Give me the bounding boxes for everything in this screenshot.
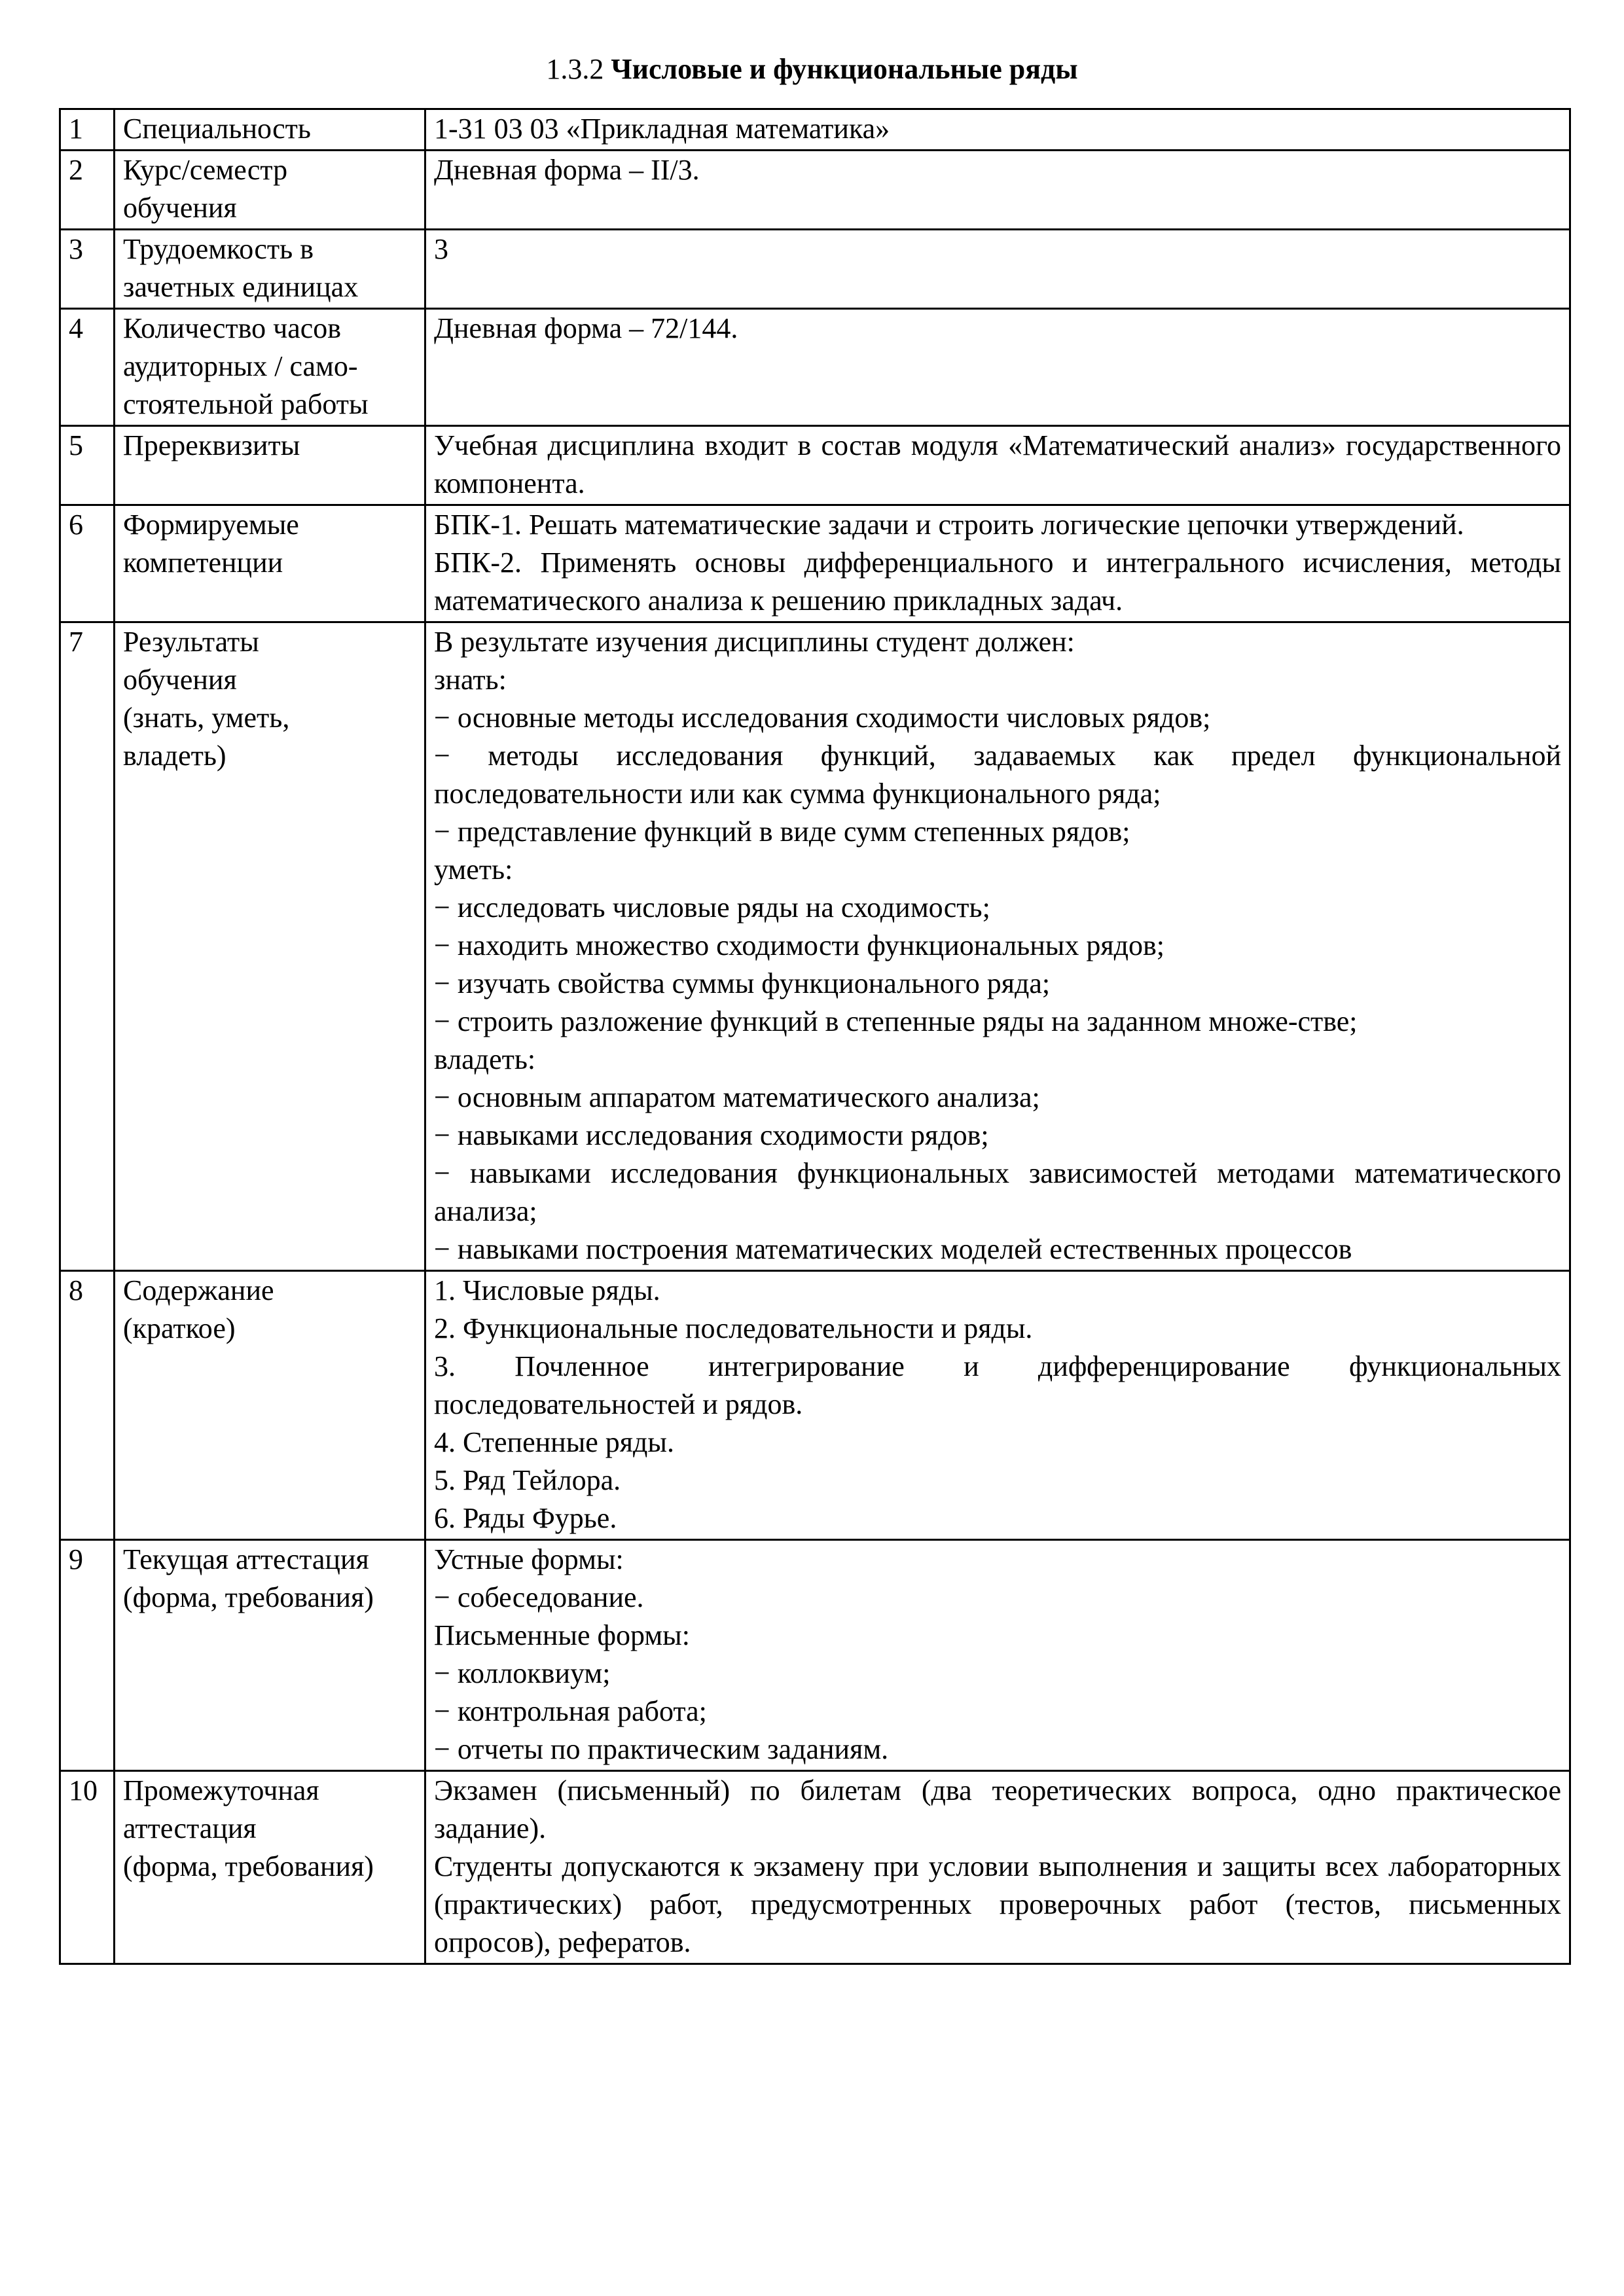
row-value-line: − основные методы исследования сходимости числовых рядов; xyxy=(434,702,1211,734)
row-value-line: − представление функций в виде сумм степенных рядов; xyxy=(434,816,1130,848)
section-number: 1.3.2 xyxy=(546,53,604,85)
row-label xyxy=(115,1271,425,1540)
row-value-line: Письменные формы: xyxy=(434,1619,690,1651)
row-value xyxy=(425,230,1570,309)
row-value-line: − методы исследования функций, задаваемых как предел функциональной последовательности или как сумма функционального ряда; xyxy=(434,740,1561,810)
row-number: 4 xyxy=(60,309,115,426)
row-number: 8 xyxy=(60,1271,115,1540)
row-label-line: Формируемые xyxy=(123,509,299,541)
row-value-line: 3 xyxy=(434,233,448,265)
row-label-line: (краткое) xyxy=(123,1312,236,1344)
row-number: 10 xyxy=(60,1771,115,1964)
row-value-line: Студенты допускаются к экзамену при условии выполнения и защиты всех лабораторных (практических) работ, предусмотренных проверочных работ (тестов, письменных опросов), рефератов. xyxy=(434,1850,1561,1958)
row-label-line: Трудоемкость в xyxy=(123,233,314,265)
row-value xyxy=(425,109,1570,151)
row-label xyxy=(115,1771,425,1964)
row-label-line: (форма, требования) xyxy=(123,1850,374,1882)
row-label xyxy=(115,426,425,505)
row-value-line: 5. Ряд Тейлора. xyxy=(434,1464,621,1496)
row-label xyxy=(115,1540,425,1771)
row-number: 3 xyxy=(60,230,115,309)
row-value-line: владеть: xyxy=(434,1043,536,1075)
row-label-line: (знать, уметь, xyxy=(123,702,290,734)
section-title: Числовые и функциональные ряды xyxy=(611,53,1078,85)
row-label-line: Пререквизиты xyxy=(123,429,300,461)
row-value-line: − находить множество сходимости функциональных рядов; xyxy=(434,929,1164,961)
discipline-spec-table xyxy=(59,108,1571,1965)
row-label xyxy=(115,505,425,622)
row-value-line: − изучать свойства суммы функционального ряда; xyxy=(434,967,1051,999)
row-value-line: − навыками исследования функциональных зависимостей методами математического анализа; xyxy=(434,1157,1561,1227)
row-label-line: Специальность xyxy=(123,113,311,145)
row-number: 5 xyxy=(60,426,115,505)
row-value-line: − навыками исследования сходимости рядов; xyxy=(434,1119,989,1151)
row-label-line: аудиторных / само- xyxy=(123,350,358,382)
table-row xyxy=(60,426,1570,505)
row-label-line: зачетных единицах xyxy=(123,271,359,303)
row-label xyxy=(115,109,425,151)
table-row xyxy=(60,309,1570,426)
row-value-line: Экзамен (письменный) по билетам (два теоретических вопроса, одно практическое задание). xyxy=(434,1774,1561,1844)
row-value-line: − отчеты по практическим заданиям. xyxy=(434,1733,889,1765)
row-value xyxy=(425,426,1570,505)
row-value-line: − коллоквиум; xyxy=(434,1657,611,1689)
row-label-line: Результаты xyxy=(123,626,259,658)
row-label-line: компетенции xyxy=(123,547,283,579)
row-value-line: БПК-1. Решать математические задачи и строить логические цепочки утверждений. xyxy=(434,509,1464,541)
row-label xyxy=(115,309,425,426)
row-value-line: В результате изучения дисциплины студент должен: xyxy=(434,626,1075,658)
row-value-line: Дневная форма – II/3. xyxy=(434,154,700,186)
row-value-line: − основным аппаратом математического анализа; xyxy=(434,1081,1040,1113)
row-label xyxy=(115,622,425,1271)
row-number: 7 xyxy=(60,622,115,1271)
row-label-line: Промежуточная xyxy=(123,1774,319,1806)
row-label-line: Текущая аттестация xyxy=(123,1543,369,1575)
row-label-line: Содержание xyxy=(123,1274,274,1306)
row-value xyxy=(425,622,1570,1271)
row-number: 6 xyxy=(60,505,115,622)
row-number: 2 xyxy=(60,151,115,230)
row-value-line: 3. Почленное интегрирование и дифференцирование функциональных последовательностей и рядов. xyxy=(434,1350,1561,1420)
table-row xyxy=(60,622,1570,1271)
row-number: 1 xyxy=(60,109,115,151)
section-heading xyxy=(0,51,1624,88)
row-label-line: Курс/семестр xyxy=(123,154,288,186)
spec-table-body xyxy=(60,109,1570,1964)
table-row xyxy=(60,505,1570,622)
row-value-line: БПК-2. Применять основы дифференциального и интегрального исчисления, методы математического анализа к решению прикладных задач. xyxy=(434,547,1561,617)
table-row xyxy=(60,230,1570,309)
row-label-line: обучения xyxy=(123,664,237,696)
row-label-line: владеть) xyxy=(123,740,226,772)
row-value-line: − навыками построения математических моделей естественных процессов xyxy=(434,1233,1352,1265)
row-value-line: Учебная дисциплина входит в состав модуля «Математический анализ» государственного компонента. xyxy=(434,429,1561,499)
row-number: 9 xyxy=(60,1540,115,1771)
row-value xyxy=(425,1771,1570,1964)
table-row xyxy=(60,109,1570,151)
row-label-line: (форма, требования) xyxy=(123,1581,374,1613)
row-value-line: знать: xyxy=(434,664,507,696)
row-value xyxy=(425,151,1570,230)
row-label-line: аттестация xyxy=(123,1812,257,1844)
row-label-line: Количество часов xyxy=(123,312,342,344)
row-value-line: − собеседование. xyxy=(434,1581,644,1613)
table-row xyxy=(60,1771,1570,1964)
row-value xyxy=(425,309,1570,426)
row-value-line: − строить разложение функций в степенные ряды на заданном множе-стве; xyxy=(434,1005,1358,1037)
row-value-line: − исследовать числовые ряды на сходимость; xyxy=(434,891,990,924)
row-value xyxy=(425,1540,1570,1771)
row-value-line: 6. Ряды Фурье. xyxy=(434,1502,617,1534)
row-value-line: 1. Числовые ряды. xyxy=(434,1274,660,1306)
row-label-line: обучения xyxy=(123,192,237,224)
row-value xyxy=(425,1271,1570,1540)
row-value-line: 2. Функциональные последовательности и ряды. xyxy=(434,1312,1033,1344)
table-row xyxy=(60,1271,1570,1540)
row-label xyxy=(115,151,425,230)
row-label-line: стоятельной работы xyxy=(123,388,369,420)
row-value-line: Устные формы: xyxy=(434,1543,624,1575)
row-value-line: Дневная форма – 72/144. xyxy=(434,312,738,344)
table-row xyxy=(60,151,1570,230)
row-label xyxy=(115,230,425,309)
row-value-line: 4. Степенные ряды. xyxy=(434,1426,674,1458)
row-value-line: 1-31 03 03 «Прикладная математика» xyxy=(434,113,890,145)
row-value-line: − контрольная работа; xyxy=(434,1695,707,1727)
row-value xyxy=(425,505,1570,622)
table-row xyxy=(60,1540,1570,1771)
row-value-line: уметь: xyxy=(434,853,513,886)
